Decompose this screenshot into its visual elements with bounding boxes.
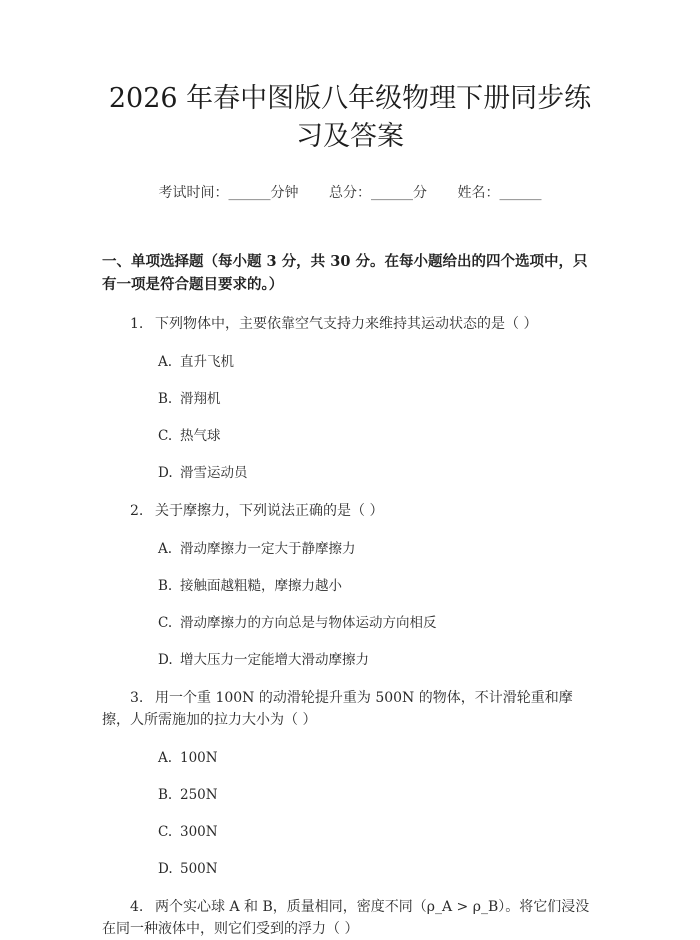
option-label: D.	[158, 465, 173, 481]
option-label: A.	[158, 541, 173, 557]
option-text: 300N	[180, 824, 218, 840]
option	[102, 614, 598, 633]
question-4	[102, 896, 598, 940]
exam-info	[102, 182, 598, 202]
question-3	[102, 687, 598, 731]
option-label: A.	[158, 750, 173, 766]
option	[102, 749, 598, 768]
option-text: 滑雪运动员	[180, 465, 248, 481]
option-text: 滑翔机	[180, 391, 221, 407]
option-text: 热气球	[180, 428, 221, 444]
page-title: 2026 年春中图版八年级物理下册同步练习及答案	[108, 83, 592, 152]
option-label: B.	[158, 391, 173, 407]
option-label: C.	[158, 428, 173, 444]
option-label: B.	[158, 578, 173, 594]
question-text: 关于摩擦力，下列说法正确的是（ ）	[155, 503, 384, 519]
question-text: 用一个重 100N 的动滑轮提升重为 500N 的物体，不计滑轮重和摩擦，人所需施加的拉力大小为（ ）	[102, 690, 573, 728]
question-number: 2.	[130, 503, 144, 519]
student-name-field: 姓名：______	[457, 185, 542, 201]
section-heading: 一、单项选择题（每小题 3 分，共 30 分。在每小题给出的四个选项中，只有一项是符合题目要求的。）	[102, 253, 588, 293]
question-number: 1.	[130, 316, 144, 332]
option-text: 500N	[180, 861, 218, 877]
option-label: C.	[158, 615, 173, 631]
question-text: 两个实心球 A 和 B，质量相同，密度不同（ρ_A > ρ_B）。将它们浸没在同一种液体中，则它们受到的浮力（ ）	[102, 899, 590, 937]
option-label: A.	[158, 354, 173, 370]
question-1	[102, 313, 598, 335]
option-label: D.	[158, 861, 173, 877]
option-text: 直升飞机	[180, 354, 234, 370]
question-2	[102, 500, 598, 522]
option-label: C.	[158, 824, 173, 840]
option-text: 增大压力一定能增大滑动摩擦力	[180, 652, 369, 668]
option-text: 接触面越粗糙，摩擦力越小	[180, 578, 342, 594]
option	[102, 860, 598, 879]
option-label: B.	[158, 787, 173, 803]
option	[102, 540, 598, 559]
option	[102, 786, 598, 805]
option	[102, 823, 598, 842]
option	[102, 427, 598, 446]
option-text: 滑动摩擦力一定大于静摩擦力	[180, 541, 356, 557]
option-text: 100N	[180, 750, 218, 766]
option	[102, 464, 598, 483]
exam-time-field: 考试时间：______分钟	[158, 185, 299, 201]
option-label: D.	[158, 652, 173, 668]
option	[102, 577, 598, 596]
option-text: 250N	[180, 787, 218, 803]
option-text: 滑动摩擦力的方向总是与物体运动方向相反	[180, 615, 437, 631]
option	[102, 353, 598, 372]
option	[102, 390, 598, 409]
question-text: 下列物体中，主要依靠空气支持力来维持其运动状态的是（ ）	[155, 316, 538, 332]
question-number: 3.	[130, 690, 144, 706]
question-number: 4.	[130, 899, 144, 915]
total-score-field: 总分：______分	[329, 185, 427, 201]
option	[102, 651, 598, 670]
